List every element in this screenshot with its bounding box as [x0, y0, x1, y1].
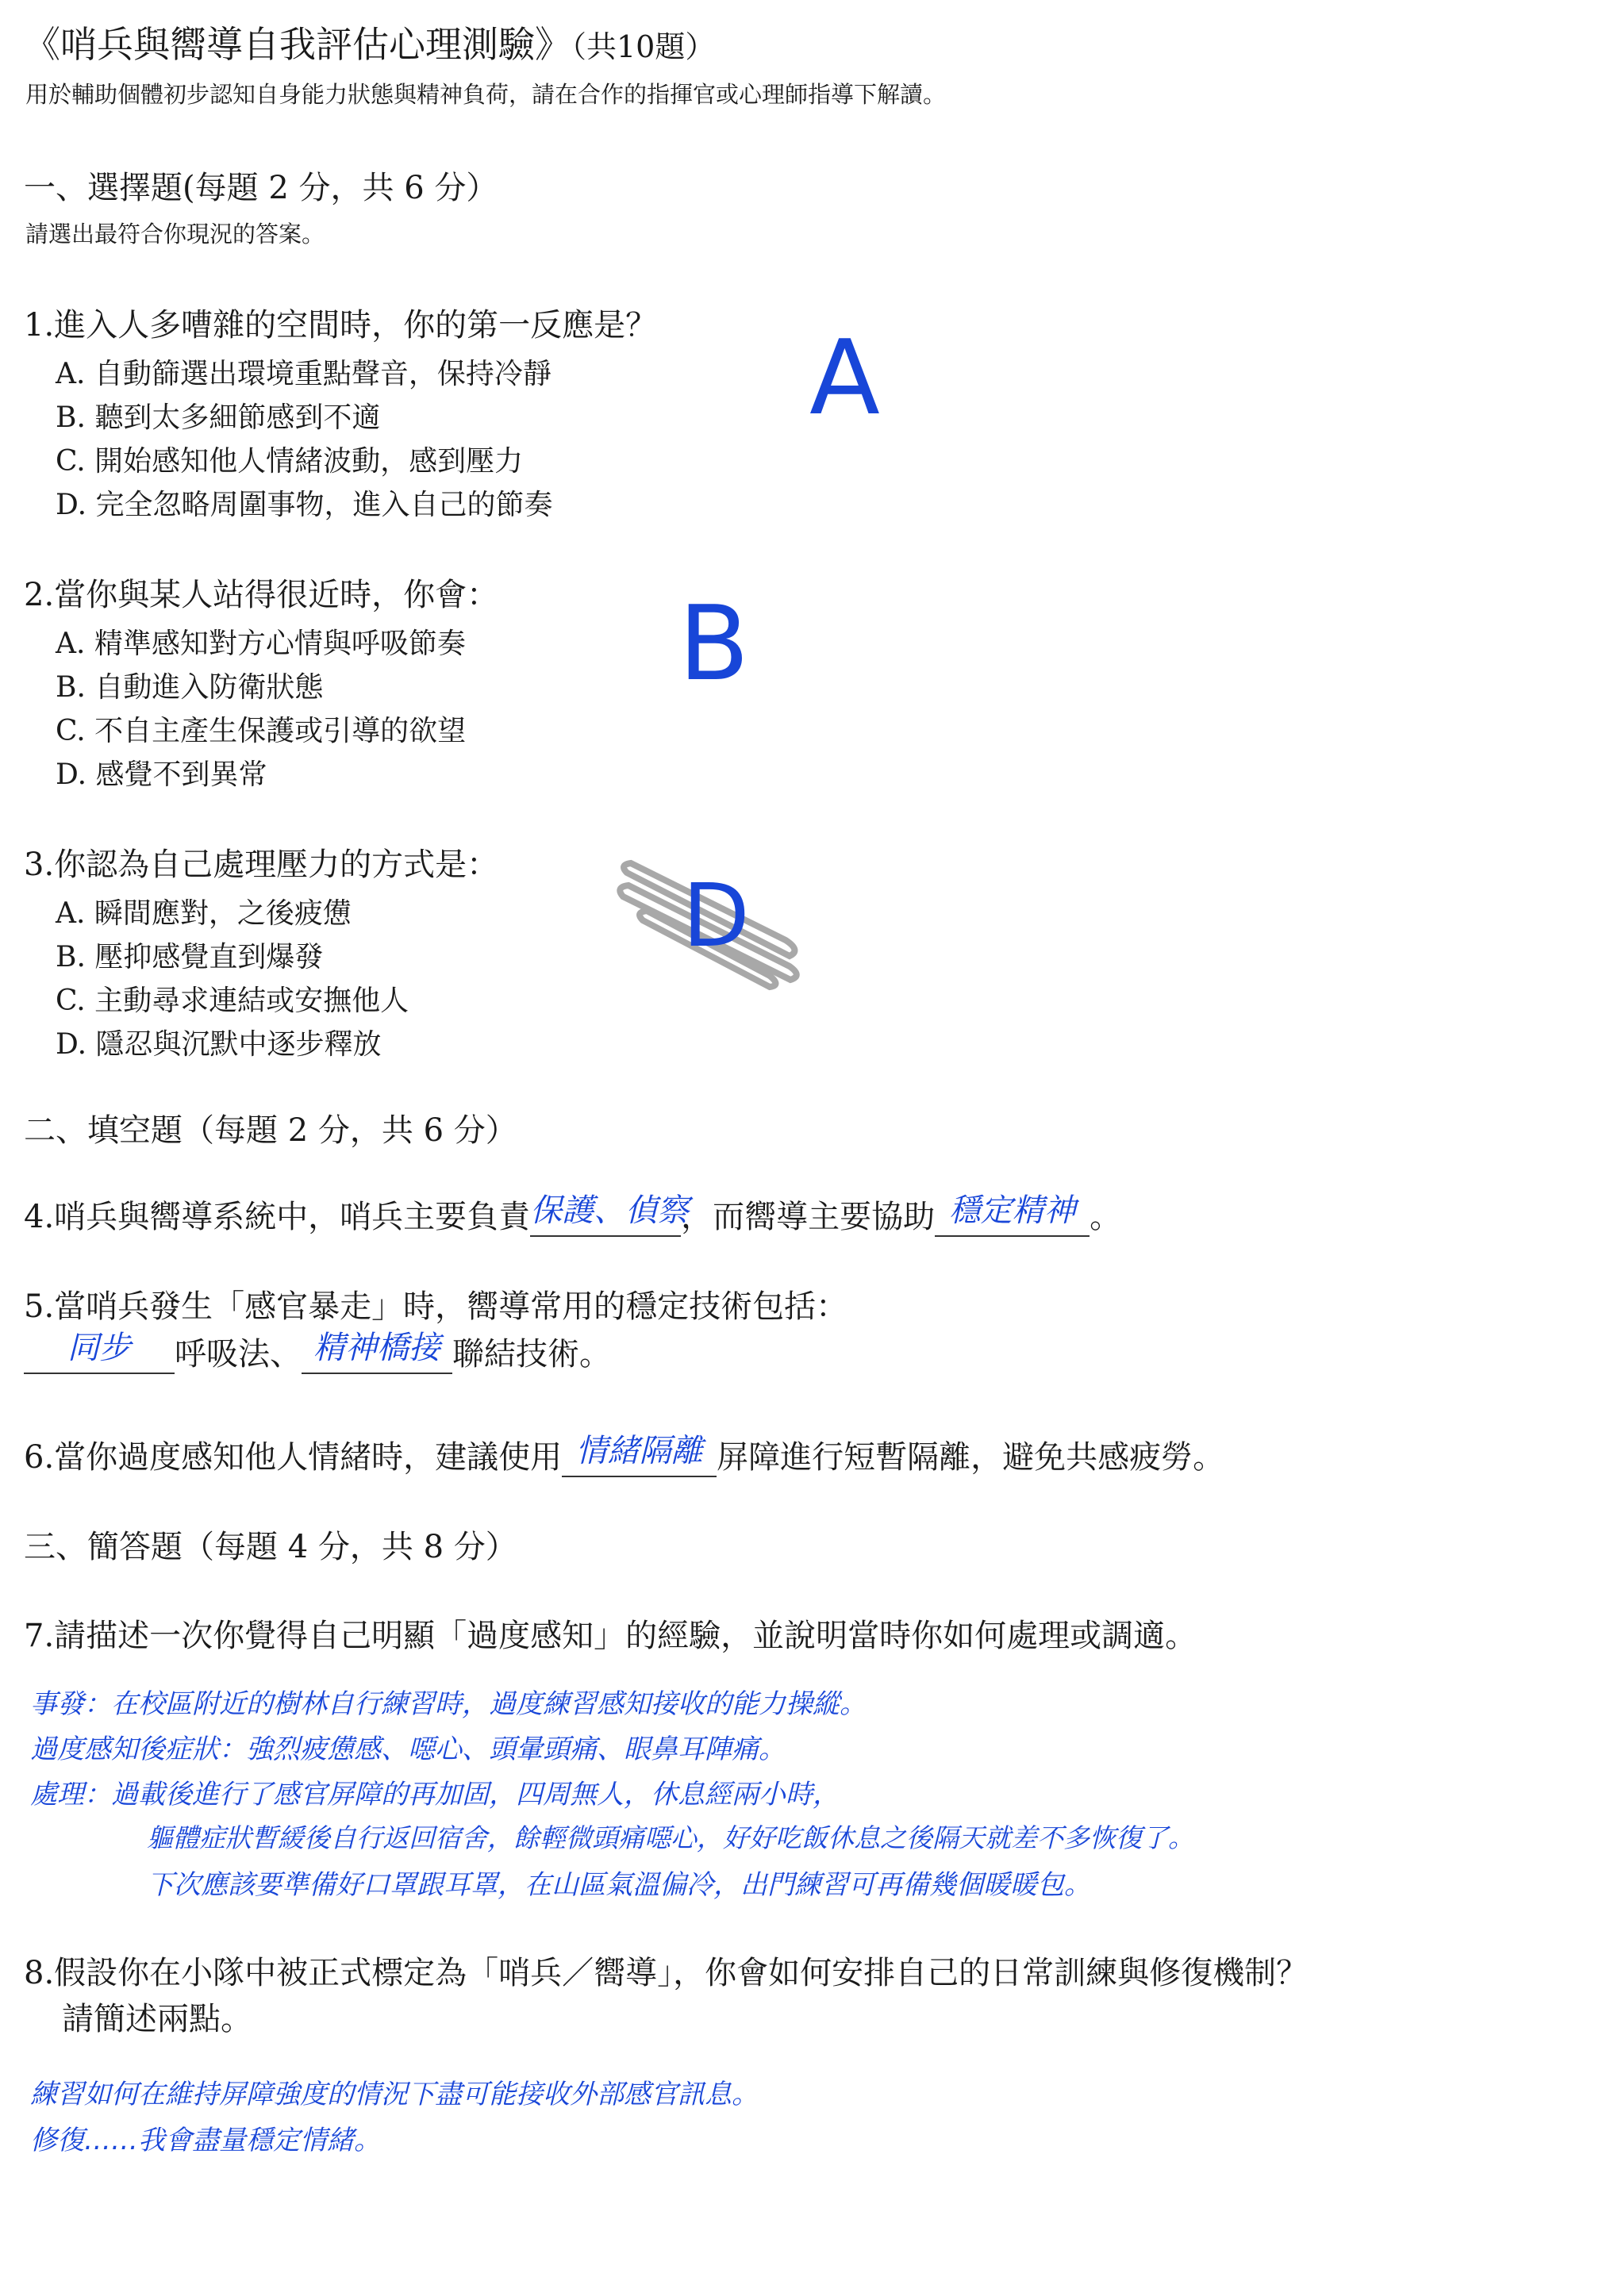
q4-answer-1: 保護、偵察 — [530, 1192, 690, 1229]
q6-text-end: 屏障進行短暫隔離，避免共感疲勞。 — [717, 1439, 1225, 1476]
section3-heading: 三、簡答題（每題 4 分，共 8 分） — [24, 1529, 517, 1565]
q3-option-c: C. 主動尋求連結或安撫他人 — [56, 985, 409, 1017]
q3-option-a: A. 瞬間應對，之後疲憊 — [56, 897, 352, 930]
q7-answer-line-1: 事發：在校區附近的樹林自行練習時，過度練習感知接收的能力操縱。 — [30, 1688, 867, 1720]
q1-option-a: A. 自動篩選出環境重點聲音，保持冷靜 — [56, 358, 552, 390]
q1-option-d: D. 完全忽略周圍事物，進入自己的節奏 — [56, 489, 553, 521]
q5-text-middle: 呼吸法、 — [175, 1336, 302, 1373]
q1-handwritten-answer: A — [809, 317, 880, 438]
q5-answer-2: 精神橋接 — [313, 1330, 440, 1366]
q7-answer-line-5: 下次應該要準備好口罩跟耳罩，在山區氣溫偏冷，出門練習可再備幾個暖暖包。 — [147, 1869, 1091, 1901]
q4-text-middle: ，而嚮導主要協助 — [681, 1199, 936, 1235]
title-suffix: （共10題） — [571, 29, 716, 64]
question-7: 7.請描述一次你覺得自己明顯「過度感知」的經驗，並說明當時你如何處理或調適。 — [24, 1618, 1197, 1654]
q1-option-b: B. 聽到太多細節感到不適 — [56, 401, 381, 434]
question-5-line-1: 5.當哨兵發生「感官暴走」時，嚮導常用的穩定技術包括： — [24, 1288, 848, 1325]
q6-blank-1[interactable] — [562, 1430, 717, 1477]
q2-option-d: D. 感覺不到異常 — [56, 758, 267, 791]
q4-blank-2[interactable] — [935, 1190, 1090, 1237]
question-6 — [24, 1430, 1224, 1477]
question-2: 2.當你與某人站得很近時，你會： — [24, 577, 499, 613]
question-4 — [24, 1190, 1121, 1237]
q4-blank-1[interactable] — [530, 1190, 690, 1237]
q8-answer-line-2: 修復……我會盡量穩定情緒。 — [30, 2125, 381, 2156]
q7-answer-line-4: 軀體症狀暫緩後自行返回宿舍，餘輕微頭痛噁心，好好吃飯休息之後隔天就差不多恢復了。 — [147, 1822, 1194, 1853]
q5-blank-1[interactable] — [24, 1327, 175, 1374]
q2-option-c: C. 不自主產生保護或引導的欲望 — [56, 715, 467, 747]
question-5-line-2 — [24, 1327, 611, 1374]
q2-option-a: A. 精準感知對方心情與呼吸節奏 — [56, 628, 466, 660]
section1-note: 請選出最符合你現況的答案。 — [25, 221, 325, 248]
q7-answer-line-3: 處理：過載後進行了感官屏障的再加固，四周無人，休息經兩小時， — [30, 1779, 840, 1810]
q5-answer-1: 同步 — [67, 1330, 131, 1366]
section1-heading: 一、選擇題(每題 2 分，共 6 分） — [24, 170, 498, 206]
q7-answer-line-2: 過度感知後症狀：強烈疲憊感、噁心、頭暈頭痛、眼鼻耳陣痛。 — [30, 1734, 786, 1765]
q4-text-end: 。 — [1090, 1199, 1122, 1235]
question-8-line-1: 8.假設你在小隊中被正式標定為「哨兵／嚮導」，你會如何安排自己的日常訓練與修復機制？ — [24, 1955, 1309, 1991]
q8-answer-line-1: 練習如何在維持屏障強度的情況下盡可能接收外部感官訊息。 — [30, 2079, 759, 2110]
q1-option-c: C. 開始感知他人情緒波動，感到壓力 — [56, 445, 524, 478]
q4-text-before: 4.哨兵與嚮導系統中，哨兵主要負責 — [24, 1199, 531, 1235]
q3-option-b: B. 壓抑感覺直到爆發 — [56, 941, 324, 973]
intro-text: 用於輔助個體初步認知自身能力狀態與精神負荷，請在合作的指揮官或心理師指導下解讀。 — [25, 81, 947, 108]
q6-text-before: 6.當你過度感知他人情緒時，建議使用 — [24, 1439, 563, 1476]
page-title — [24, 16, 715, 68]
title-text: 《哨兵與嚮導自我評估心理測驗》 — [24, 23, 571, 66]
question-8-line-2: 請簡述兩點。 — [62, 2001, 252, 2037]
q2-handwritten-answer: B — [678, 583, 750, 704]
question-1: 1.進入人多嘈雜的空間時，你的第一反應是？ — [24, 307, 658, 344]
q5-blank-2[interactable] — [302, 1327, 452, 1374]
q3-handwritten-answer: D — [682, 865, 750, 966]
section2-heading: 二、填空題（每題 2 分，共 6 分） — [24, 1112, 517, 1149]
q6-answer-1: 情緒隔離 — [575, 1433, 703, 1469]
q3-option-d: D. 隱忍與沉默中逐步釋放 — [56, 1028, 382, 1061]
question-3: 3.你認為自己處理壓力的方式是： — [24, 847, 499, 883]
q5-text-end: 聯結技術。 — [452, 1336, 611, 1373]
q4-answer-2: 穩定精神 — [948, 1192, 1076, 1229]
q2-option-b: B. 自動進入防衛狀態 — [56, 671, 324, 704]
